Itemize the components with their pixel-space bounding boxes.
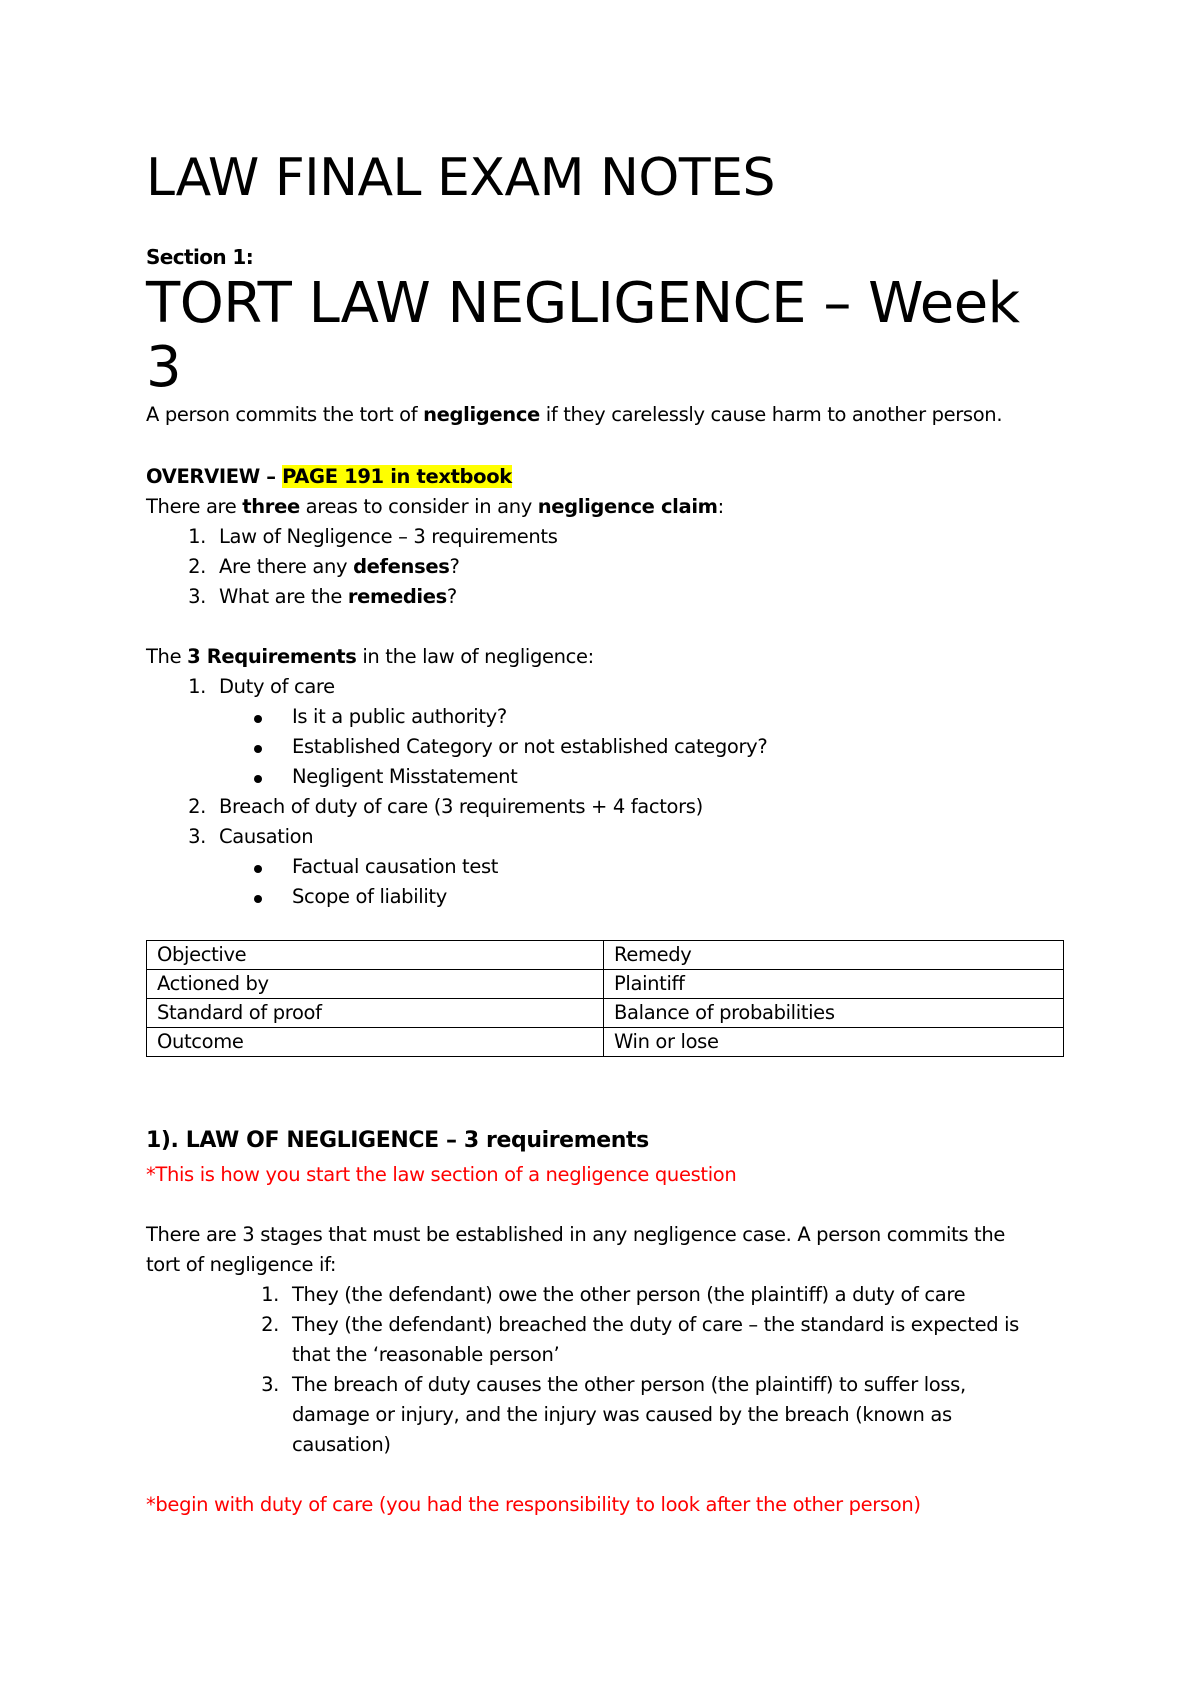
intro-paragraph: A person commits the tort of negligence if they carelessly cause harm to another person. xyxy=(146,403,1003,426)
table-row: Objective Remedy xyxy=(147,941,1064,970)
closing-note: *begin with duty of care (you had the responsibility to look after the other person) xyxy=(146,1493,921,1516)
bullet-icon xyxy=(254,865,262,873)
list-item: They (the defendant) breached the duty of care – the standard is expected is xyxy=(292,1313,1019,1336)
list-item-continuation: damage or injury, and the injury was caused by the breach (known as xyxy=(292,1403,952,1426)
document-title: LAW FINAL EXAM NOTES xyxy=(146,148,775,208)
stages-paragraph-line-1: There are 3 stages that must be established in any negligence case. A person commits the xyxy=(146,1223,1005,1246)
list-item-continuation: that the ‘reasonable person’ xyxy=(292,1343,560,1366)
bullet-icon xyxy=(254,895,262,903)
table-row: Actioned by Plaintiff xyxy=(147,970,1064,999)
bullet-icon xyxy=(254,745,262,753)
table-row: Outcome Win or lose xyxy=(147,1028,1064,1057)
comparison-table xyxy=(146,940,1064,1057)
bullet-icon xyxy=(254,775,262,783)
list-item: Is it a public authority? xyxy=(292,705,507,728)
list-item: Factual causation test xyxy=(292,855,499,878)
list-item: They (the defendant) owe the other person (the plaintiff) a duty of care xyxy=(292,1283,966,1306)
list-item: Law of Negligence – 3 requirements xyxy=(219,525,558,548)
list-item: Established Category or not established category? xyxy=(292,735,768,758)
textbook-page-highlight: PAGE 191 in textbook xyxy=(282,465,512,488)
list-item: The breach of duty causes the other person (the plaintiff) to suffer loss, xyxy=(292,1373,966,1396)
list-item: Duty of care xyxy=(219,675,335,698)
overview-line: OVERVIEW – PAGE 191 in textbook xyxy=(146,465,512,488)
bullet-icon xyxy=(254,715,262,723)
areas-intro: There are three areas to consider in any negligence claim: xyxy=(146,495,724,518)
table-row: Standard of proof Balance of probabilities xyxy=(147,999,1064,1028)
law-of-negligence-heading: 1). LAW OF NEGLIGENCE – 3 requirements xyxy=(146,1128,649,1153)
list-item: Are there any defenses? xyxy=(219,555,460,578)
requirements-intro: The 3 Requirements in the law of negligence: xyxy=(146,645,594,668)
law-section-note: *This is how you start the law section of a negligence question xyxy=(146,1163,737,1186)
section-label: Section 1: xyxy=(146,245,254,269)
list-item-continuation: causation) xyxy=(292,1433,391,1456)
list-item: Scope of liability xyxy=(292,885,447,908)
list-item: What are the remedies? xyxy=(219,585,457,608)
list-item: Negligent Misstatement xyxy=(292,765,518,788)
negligence-term: negligence xyxy=(423,403,540,426)
section-heading: TORT LAW NEGLIGENCE – Week 3 xyxy=(146,271,1020,400)
stages-paragraph-line-2: tort of negligence if: xyxy=(146,1253,337,1276)
list-item: Causation xyxy=(219,825,314,848)
list-item: Breach of duty of care (3 requirements + 4 factors) xyxy=(219,795,703,818)
